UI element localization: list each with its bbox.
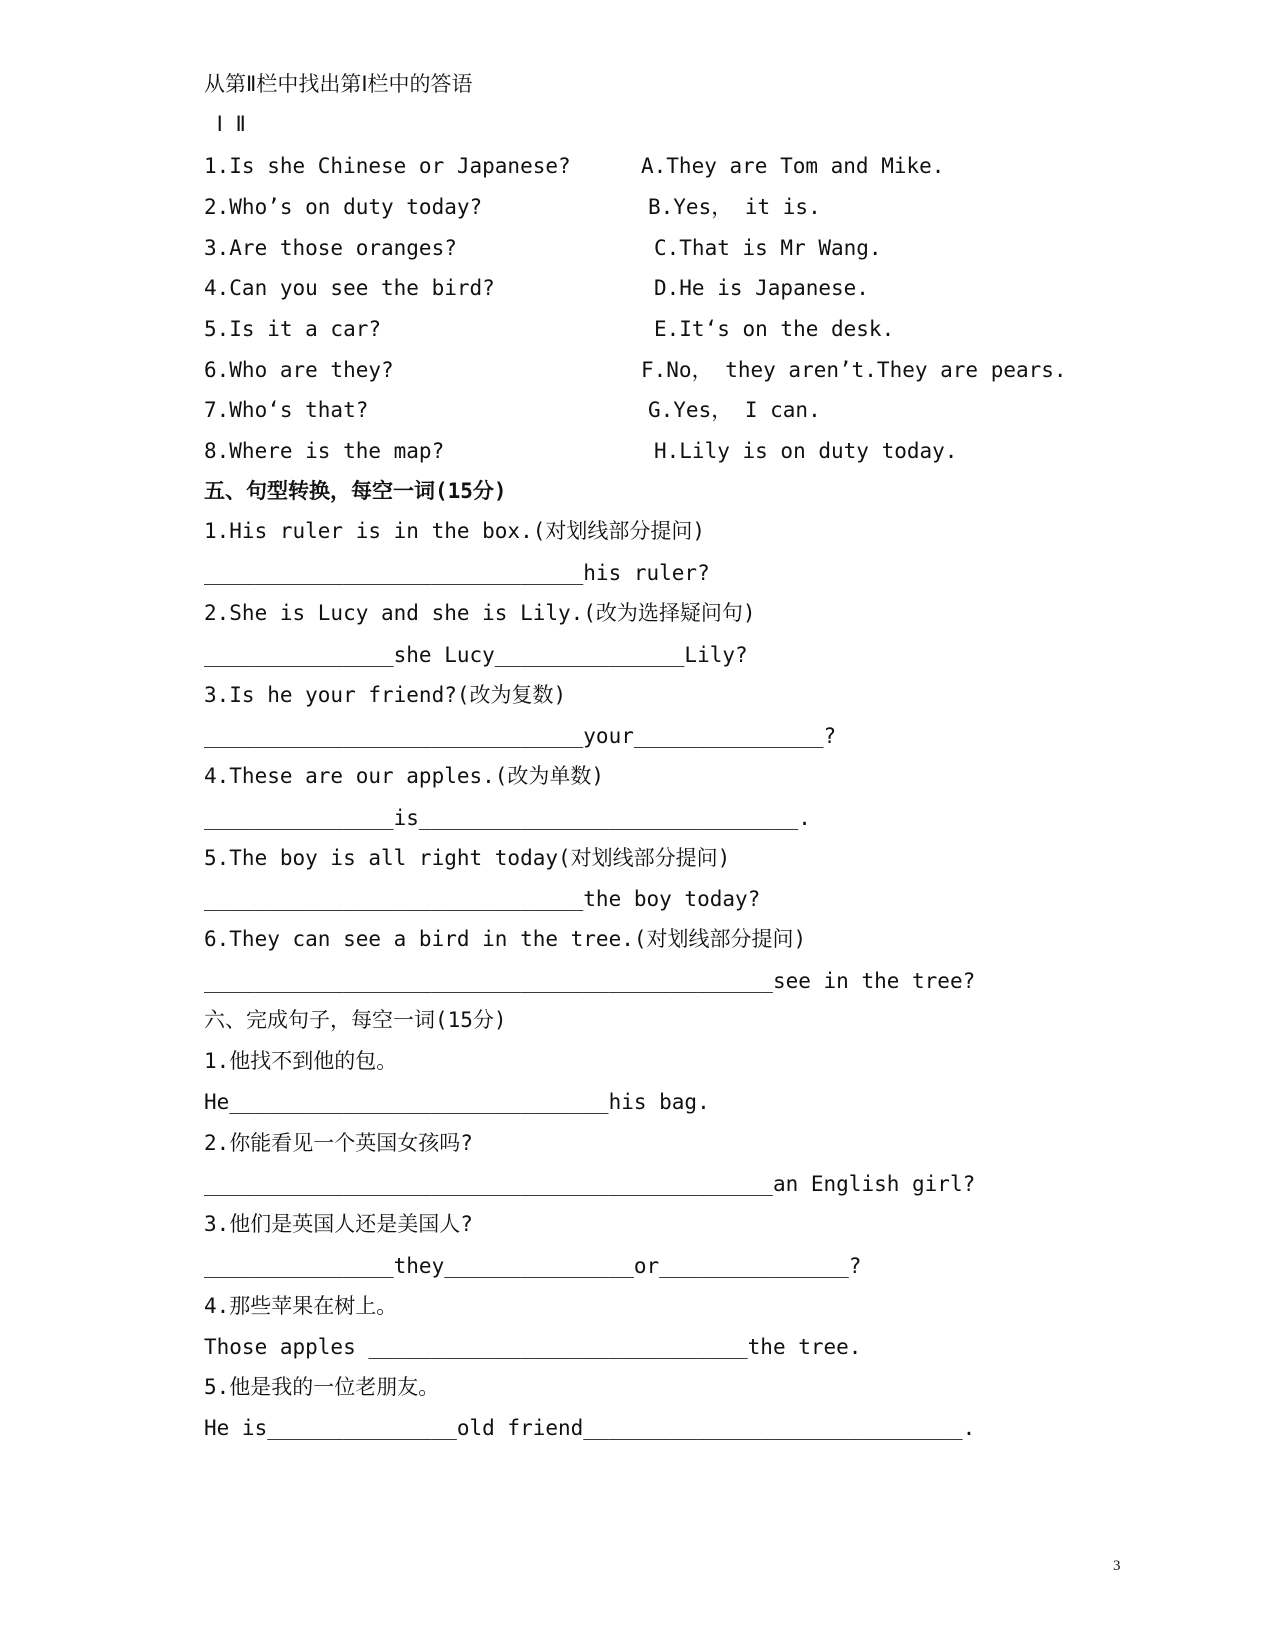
section-5-line: 5.The boy is all right today(对划线部分提问) <box>204 846 731 870</box>
section-5-line: ______________________________your_______________? <box>204 724 837 748</box>
match-question: 7.Who‘s that? <box>204 398 369 422</box>
match-answer: A.They are Tom and Mike. <box>641 154 945 178</box>
section-5-line: 2.She is Lucy and she is Lily.(改为选择疑问句) <box>204 601 756 625</box>
section-5-line: _______________is______________________________. <box>204 806 811 830</box>
section-5-line: 3.Is he your friend?(改为复数) <box>204 683 567 707</box>
section-6-line: _______________they_______________or_______________? <box>204 1254 862 1278</box>
section-5-line: 1.His ruler is in the box.(对划线部分提问) <box>204 519 706 543</box>
match-question: 1.Is she Chinese or Japanese? <box>204 154 571 178</box>
section-6-line: 3.他们是英国人还是美国人? <box>204 1212 473 1236</box>
match-question: 3.Are those oranges? <box>204 236 457 260</box>
section-5-line: 6.They can see a bird in the tree.(对划线部分提问) <box>204 927 807 951</box>
match-answer: G.Yes， I can. <box>648 398 821 422</box>
match-answer: B.Yes， it is. <box>648 195 821 219</box>
match-answer: C.That is Mr Wang. <box>654 236 882 260</box>
match-answer: F.No， they aren’t.They are pears. <box>641 358 1067 382</box>
match-question: 5.Is it a car? <box>204 317 382 341</box>
section-6-heading: 六、完成句子，每空一词(15分) <box>204 1008 507 1032</box>
section-6-line: 2.你能看见一个英国女孩吗? <box>204 1131 473 1155</box>
column-headers: Ⅰ Ⅱ <box>204 112 246 136</box>
section-6-line: He is_______________old friend______________________________. <box>204 1416 976 1440</box>
match-question: 4.Can you see the bird? <box>204 276 495 300</box>
section-6-line: He______________________________his bag. <box>204 1090 710 1114</box>
section-6-line: 1.他找不到他的包。 <box>204 1049 398 1073</box>
section-6-line: 4.那些苹果在树上。 <box>204 1294 398 1318</box>
match-question: 2.Who’s on duty today? <box>204 195 483 219</box>
match-answer: H.Lily is on duty today. <box>654 439 958 463</box>
page-number: 3 <box>1113 1558 1121 1574</box>
match-instruction: 从第Ⅱ栏中找出第Ⅰ栏中的答语 <box>204 72 473 96</box>
match-answer: E.It‘s on the desk. <box>654 317 895 341</box>
match-question: 8.Where is the map? <box>204 439 445 463</box>
section-6-line: 5.他是我的一位老朋友。 <box>204 1375 440 1399</box>
section-5-line: ______________________________the boy today? <box>204 887 761 911</box>
section-6-line: _____________________________________________an English girl? <box>204 1172 976 1196</box>
section-5-line: 4.These are our apples.(改为单数) <box>204 764 605 788</box>
match-question: 6.Who are they? <box>204 358 394 382</box>
match-answer: D.He is Japanese. <box>654 276 869 300</box>
section-5-line: _____________________________________________see in the tree? <box>204 969 976 993</box>
section-6-line: Those apples ______________________________the tree. <box>204 1335 862 1359</box>
section-5-heading: 五、句型转换，每空一词(15分) <box>204 479 507 503</box>
section-5-line: _______________she Lucy_______________Lily? <box>204 643 748 667</box>
section-5-line: ______________________________his ruler? <box>204 561 710 585</box>
